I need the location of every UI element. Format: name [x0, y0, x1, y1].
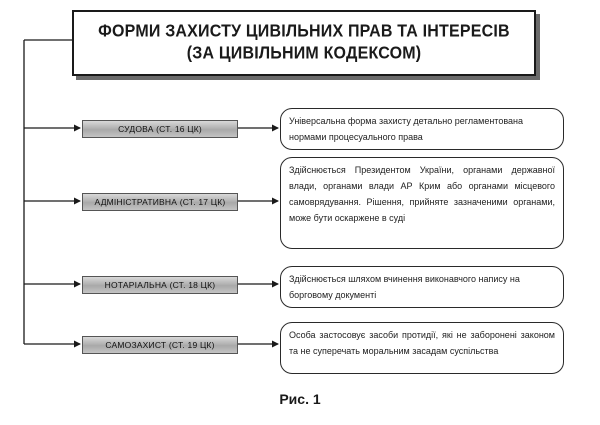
figure-caption: Рис. 1	[279, 391, 321, 407]
form-description-sudova: Універсальна форма захисту детально регламентована нормами процесуального права	[280, 108, 564, 150]
form-label-samozakhyst: САМОЗАХИСТ (СТ. 19 ЦК)	[82, 336, 238, 354]
form-description-administratyvna: Здійснюється Президентом України, органами державної влади, органами влади АР Крим або органами місцевого самоврядування. Рішення, прийняте зазначеними органами, може бути оскаржене в суді	[280, 157, 564, 249]
form-description-samozakhyst: Особа застосовує засоби протидії, які не заборонені законом та не суперечать моральним засадам суспільства	[280, 322, 564, 374]
diagram-title-line-1: ФОРМИ ЗАХИСТУ ЦИВІЛЬНИХ ПРАВ ТА ІНТЕРЕСІВ	[98, 22, 510, 41]
form-label-notarialna: НОТАРІАЛЬНА (СТ. 18 ЦК)	[82, 276, 238, 294]
form-label-administratyvna: АДМІНІСТРАТИВНА (СТ. 17 ЦК)	[82, 193, 238, 211]
diagram-title-line-2: (ЗА ЦИВІЛЬНИМ КОДЕКСОМ)	[186, 44, 422, 63]
form-description-notarialna: Здійснюється шляхом вчинення виконавчого напису на борговому документі	[280, 266, 564, 308]
form-label-sudova: СУДОВА (СТ. 16 ЦК)	[82, 120, 238, 138]
